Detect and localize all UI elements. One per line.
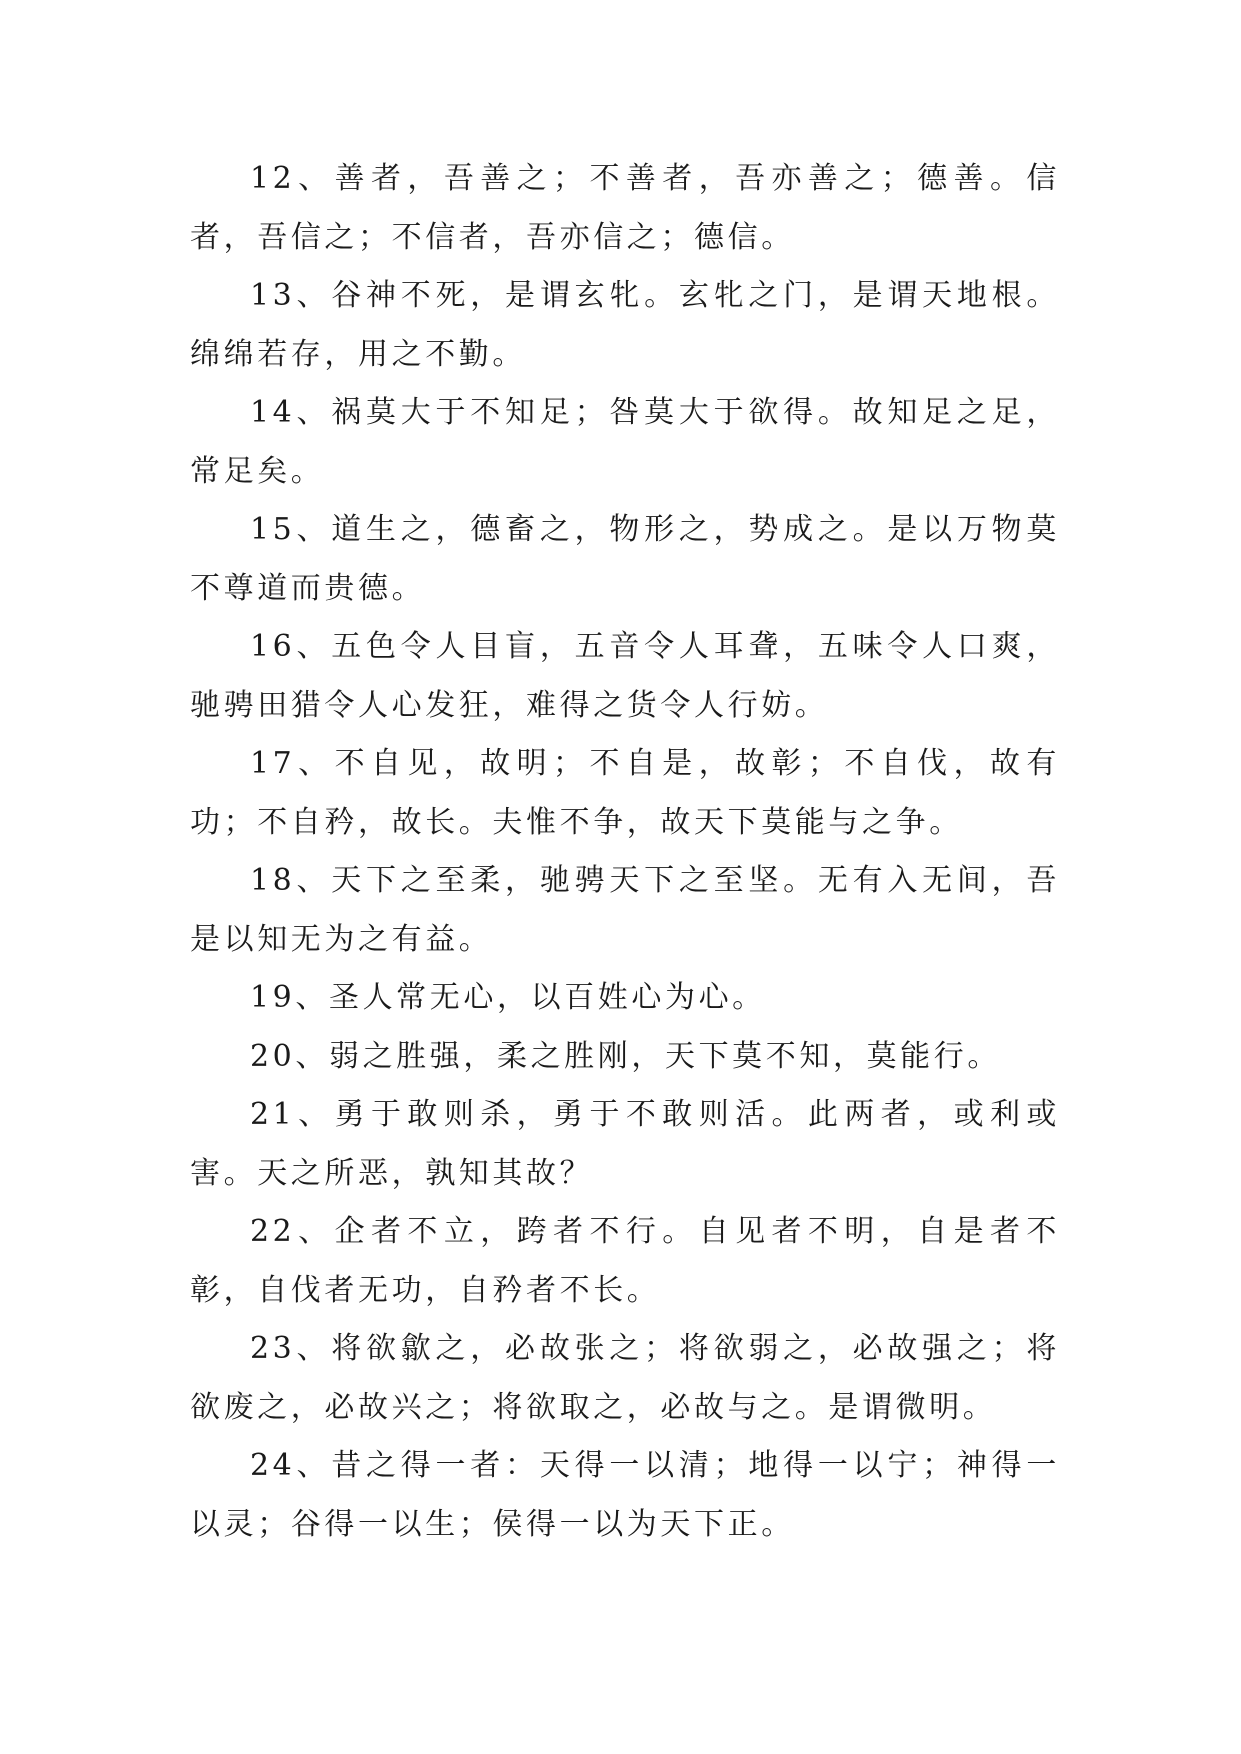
document-body: [190, 150, 1060, 1554]
paragraph-15: 15、道生之，德畜之，物形之，势成之。是以万物莫不尊道而贵德。: [190, 512, 1060, 606]
paragraph-20: 20、弱之胜强，柔之胜刚，天下莫不知，莫能行。: [250, 1038, 1001, 1074]
paragraph-17: 17、不自见，故明；不自是，故彰；不自伐，故有功；不自矜，故长。夫惟不争，故天下莫能与之争。: [190, 746, 1060, 840]
paragraph-16: 16、五色令人目盲，五音令人耳聋，五味令人口爽，驰骋田猎令人心发狂，难得之货令人行妨。: [190, 629, 1060, 723]
paragraph-21: 21、勇于敢则杀，勇于不敢则活。此两者，或利或害。天之所恶，孰知其故？: [190, 1097, 1060, 1191]
paragraph-14: 14、祸莫大于不知足；咎莫大于欲得。故知足之足，常足矣。: [190, 395, 1060, 489]
paragraph-18: 18、天下之至柔，驰骋天下之至坚。无有入无间，吾是以知无为之有益。: [190, 863, 1060, 957]
paragraph-12: 12、善者，吾善之；不善者，吾亦善之；德善。信者，吾信之；不信者，吾亦信之；德信。: [190, 161, 1060, 255]
paragraph-19: 19、圣人常无心，以百姓心为心。: [250, 980, 766, 1015]
paragraph-24: 24、昔之得一者：天得一以清；地得一以宁；神得一以灵；谷得一以生；侯得一以为天下正。: [190, 1448, 1060, 1542]
paragraph-23: 23、将欲歙之，必故张之；将欲弱之，必故强之；将欲废之，必故兴之；将欲取之，必故与之。是谓微明。: [190, 1331, 1060, 1425]
paragraph-22: 22、企者不立，跨者不行。自见者不明，自是者不彰，自伐者无功，自矜者不长。: [190, 1214, 1060, 1308]
paragraph-13: 13、谷神不死，是谓玄牝。玄牝之门，是谓天地根。绵绵若存，用之不勤。: [190, 278, 1060, 372]
